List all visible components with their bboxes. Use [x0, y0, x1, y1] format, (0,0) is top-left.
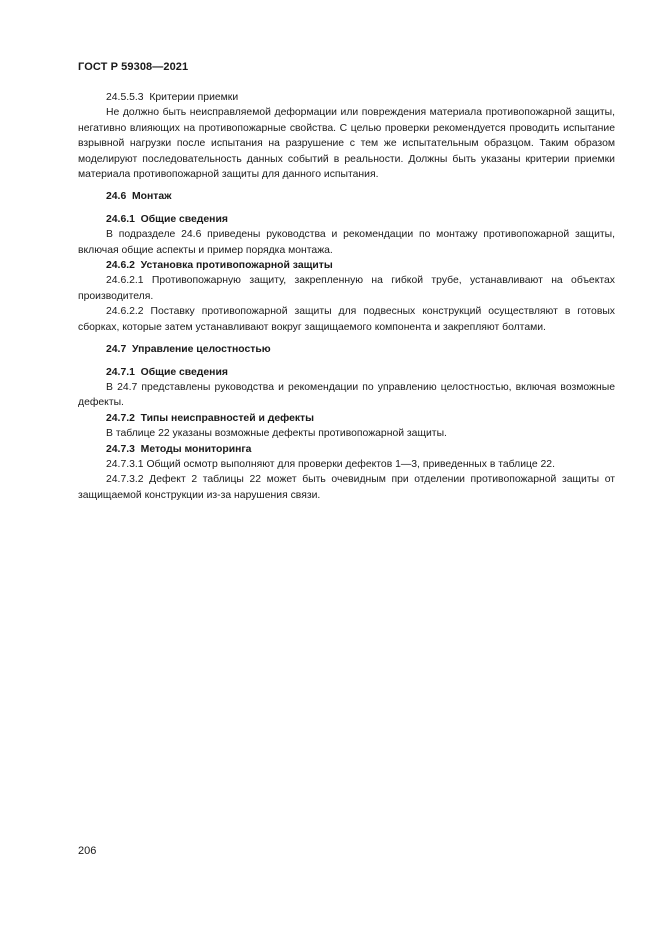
section-title: Монтаж	[132, 191, 172, 203]
section-number: 24.7	[106, 344, 127, 356]
clause-text-24-6-2-1: 24.6.2.1 Противопожарную защиту, закрепленную на гибкой трубе, устанавливают на объектах производителя.	[78, 275, 615, 302]
subsection-heading-24-6-1	[78, 212, 615, 227]
subsection-heading-24-7-2	[78, 411, 615, 426]
clause-text-24-5-5-3: Не должно быть неисправляемой деформации или повреждения материала противопожарной защиты, негативно влияющих на противопожарные свойства. С целью проверки рекомендуется проводить испытание взрывной нагрузки после испытания на разрушение с тем же испытательным образцом. Таким образом моделируют последовательность данных событий в реальности. Должны быть указаны критерии приемки материала противопожарной защиты для данного испытания.	[78, 107, 615, 181]
subsection-number: 24.6.2	[106, 260, 135, 272]
subsection-title: Методы мониторинга	[140, 443, 252, 455]
subsection-heading-24-7-1	[78, 365, 615, 380]
section-number: 24.6	[106, 191, 127, 203]
subsection-number: 24.7.1	[106, 366, 135, 378]
clause-text-24-7-3-2: 24.7.3.2 Дефект 2 таблицы 22 может быть очевидным при отделении противопожарной защиты от защищаемой конструкции из-за нарушения связи.	[78, 474, 615, 501]
clause-text-24-6-2-2: 24.6.2.2 Поставку противопожарной защиты для подвесных конструкций осуществляют в готовых сборках, которые затем устанавливают вокруг защищаемого компонента и закрепляют болтами.	[78, 306, 615, 333]
subsection-heading-24-7-3	[78, 442, 615, 457]
subsection-text-24-6-1: В подразделе 24.6 приведены руководства и рекомендации по монтажу противопожарной защиты, включая общие аспекты и пример порядка монтажа.	[78, 229, 615, 256]
subsection-title: Общие сведения	[140, 213, 228, 225]
subsection-text-24-7-2: В таблице 22 указаны возможные дефекты противопожарной защиты.	[106, 428, 447, 440]
subsection-number: 24.7.3	[106, 443, 135, 455]
document-body	[78, 90, 615, 503]
clause-number: 24.5.5.3	[106, 92, 144, 103]
clause-title: Критерии приемки	[149, 92, 239, 103]
document-header: ГОСТ Р 59308—2021	[78, 61, 189, 73]
subsection-heading-24-6-2	[78, 258, 615, 273]
section-heading-24-7	[78, 342, 615, 357]
subsection-text-24-7-1: В 24.7 представлены руководства и рекомендации по управлению целостностью, включая возможные дефекты.	[78, 381, 615, 409]
subsection-title: Общие сведения	[140, 366, 228, 378]
clause-text-24-7-3-1: 24.7.3.1 Общий осмотр выполняют для проверки дефектов 1—3, приведенных в таблице 22.	[106, 458, 555, 470]
subsection-number: 24.7.2	[106, 412, 135, 424]
section-title: Управление целостностью	[132, 344, 271, 356]
page-number: 206	[78, 845, 97, 857]
subsection-title: Типы неисправностей и дефекты	[140, 412, 315, 424]
subsection-number: 24.6.1	[106, 213, 135, 225]
section-heading-24-6	[78, 189, 615, 204]
subsection-title: Установка противопожарной защиты	[140, 260, 333, 272]
clause-heading-24-5-5-3	[78, 90, 615, 105]
